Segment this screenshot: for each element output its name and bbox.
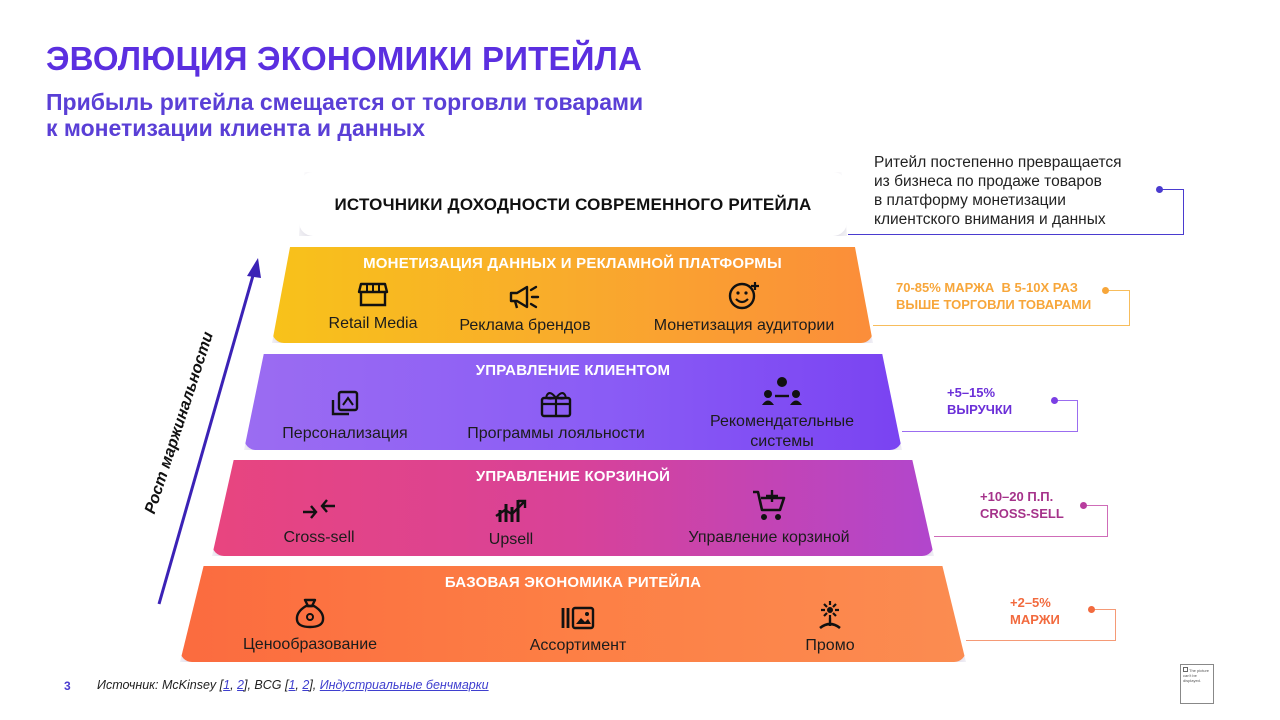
metric-dot (1102, 287, 1109, 294)
personalization-icon (330, 390, 360, 418)
item-label: Реклама брендов (459, 317, 591, 334)
megaphone-icon (508, 284, 542, 310)
axis-label: Рост маржинальности (142, 329, 217, 516)
pyramid-tier-base (180, 566, 966, 662)
assortment-icon (560, 606, 596, 630)
metric-bracket-bottom (934, 536, 1108, 537)
metric-customer (947, 384, 1012, 418)
mckinsey-link-2[interactable]: 2 (237, 678, 244, 692)
placeholder-line-1: The picture (1189, 668, 1210, 673)
item-label: Upsell (488, 531, 534, 548)
tier-item (264, 496, 374, 548)
side-note (874, 153, 1164, 229)
tier-item (456, 390, 656, 444)
page-subtitle (46, 89, 643, 141)
tier-item (520, 606, 636, 656)
mckinsey-link-1[interactable]: 1 (223, 678, 231, 692)
bcg-prefix: ], BCG [ (244, 678, 289, 692)
metric-base (1010, 594, 1060, 628)
source-comma: , (295, 678, 303, 692)
subtitle-line-2: к монетизации клиента и данных (46, 115, 425, 141)
item-label: Программы лояльности (467, 425, 645, 442)
note-dot (1156, 186, 1163, 193)
source-note (97, 678, 489, 692)
money-bag-icon (294, 597, 326, 629)
gift-icon (540, 390, 572, 418)
metric-bracket-bottom (966, 640, 1116, 641)
broken-image-icon (1183, 667, 1188, 672)
pyramid-tier-data-monetization (272, 247, 873, 343)
page-number: 3 (64, 679, 71, 693)
item-label: Ценообразование (242, 636, 378, 653)
tier-header: ИСТОЧНИКИ ДОХОДНОСТИ СОВРЕМЕННОГО РИТЕЙЛА (334, 195, 812, 214)
metric-dot (1051, 397, 1058, 404)
metric-line-2: МАРЖИ (1010, 612, 1060, 627)
bcg-link-1[interactable]: 1 (288, 678, 296, 692)
tier-item (455, 284, 595, 336)
tier-item (794, 600, 866, 656)
page-title: ЭВОЛЮЦИЯ ЭКОНОМИКИ РИТЕЙЛА (46, 40, 643, 77)
note-line-2: из бизнеса по продаже товаров (874, 173, 1102, 190)
bcg-link-2[interactable]: 2 (302, 678, 310, 692)
metric-bracket (1106, 290, 1130, 326)
metric-dot (1080, 502, 1087, 509)
chart-up-icon (494, 494, 528, 524)
pyramid-tier-customer (244, 354, 902, 450)
tier-header: МОНЕТИЗАЦИЯ ДАННЫХ И РЕКЛАМНОЙ ПЛАТФОРМЫ (363, 255, 782, 272)
metric-data-monetization (896, 279, 1091, 313)
source-comma: , (230, 678, 238, 692)
placeholder-line-2: can't be (1183, 673, 1197, 678)
item-label: Retail Media (328, 315, 418, 332)
smile-plus-icon (727, 280, 761, 310)
subtitle-line-1: Прибыль ритейла смещается от торговли товарами (46, 89, 644, 115)
metric-bracket (1092, 609, 1116, 641)
item-label: Промо (805, 637, 855, 654)
tier-item (674, 488, 864, 548)
metric-bracket (1084, 505, 1108, 537)
tier-item (278, 390, 412, 444)
bcg-suffix: ], (309, 678, 320, 692)
pyramid-tier-basket (212, 460, 934, 556)
note-line-4: клиентского внимания и данных (874, 211, 1106, 228)
tier-header: УПРАВЛЕНИЕ КЛИЕНТОМ (475, 362, 671, 379)
tier-item (236, 597, 384, 655)
item-label: Персонализация (282, 425, 408, 442)
tier-item (468, 494, 554, 550)
metric-dot (1088, 606, 1095, 613)
pyramid-top-tier (299, 172, 847, 236)
tier-header: БАЗОВАЯ ЭКОНОМИКА РИТЕЙЛА (444, 574, 702, 591)
item-label: Монетизация аудитории (653, 317, 835, 334)
benchmarks-link[interactable]: Индустриальные бенчмарки (319, 678, 489, 692)
metric-line-1: +10–20 П.П. (980, 489, 1054, 504)
metric-bracket-bottom (902, 431, 1078, 432)
source-prefix: Источник: McKinsey [ (97, 678, 224, 692)
item-label-line-1: Рекомендательные (710, 413, 854, 430)
metric-line-1: +2–5% (1010, 595, 1051, 610)
tier-item (308, 280, 438, 334)
note-bracket-bottom (848, 234, 1184, 235)
metric-basket (980, 488, 1064, 522)
item-label: Ассортимент (529, 637, 627, 654)
storefront-icon (357, 280, 389, 308)
arrows-in-icon (301, 496, 337, 522)
item-label-line-2: системы (750, 433, 814, 450)
metric-line-2: ВЫШЕ ТОРГОВЛИ ТОВАРАМИ (896, 297, 1092, 312)
metric-line-2: CROSS-SELL (980, 506, 1064, 521)
note-line-1: Ритейл постепенно превращается (874, 154, 1122, 171)
placeholder-line-3: displayed. (1183, 678, 1202, 683)
tier-item (704, 376, 860, 452)
item-label: Управление корзиной (688, 529, 850, 546)
metric-line-2: ВЫРУЧКИ (947, 402, 1013, 417)
note-line-3: в платформу монетизации (874, 192, 1066, 209)
metric-line-1: +5–15% (947, 385, 996, 400)
tier-header: УПРАВЛЕНИЕ КОРЗИНОЙ (475, 468, 671, 485)
note-bracket (1160, 189, 1184, 235)
metric-bracket (1056, 400, 1078, 432)
item-label: Cross-sell (283, 529, 355, 546)
promo-icon (814, 600, 846, 630)
people-network-icon (761, 376, 803, 406)
broken-image-placeholder (1180, 664, 1214, 704)
cart-plus-icon (751, 488, 787, 522)
metric-bracket-bottom (873, 325, 1130, 326)
tier-item (646, 280, 842, 336)
metric-line-1: 70-85% МАРЖА В 5-10Х РАЗ (896, 280, 1078, 295)
